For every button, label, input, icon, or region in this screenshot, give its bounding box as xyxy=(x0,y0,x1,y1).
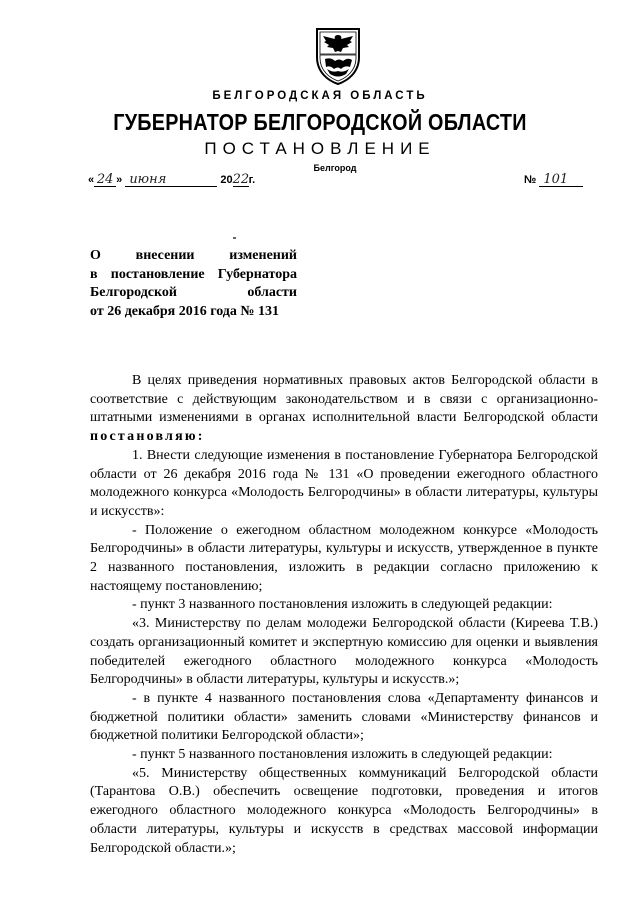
title-line: Белгородской области xyxy=(90,285,297,301)
date-year-abbr: г. xyxy=(248,174,256,186)
issuer-title: ГУБЕРНАТОР БЕЛГОРОДСКОЙ ОБЛАСТИ xyxy=(113,109,527,135)
scan-mark xyxy=(233,237,236,239)
paragraph: - пункт 3 названного постановления изложить в следующей редакции: xyxy=(132,597,553,613)
number-label: № xyxy=(524,174,537,186)
coat-of-arms-icon xyxy=(313,27,363,85)
paragraph: - Положение о ежегодном областном молодежном конкурсе «Молодость Белгородчины» в области литературы, культуры и искусств, утвержденное в пункте 2 названного постановления, изложить в редакции согласно приложению к настоящему постановлению; xyxy=(90,522,598,594)
number-line xyxy=(524,173,583,187)
document-body xyxy=(90,372,598,858)
title-line: от 26 декабря 2016 года № 131 xyxy=(90,303,279,319)
date-month: июня xyxy=(125,173,217,187)
date-line xyxy=(88,173,255,187)
title-line: в постановление Губернатора xyxy=(90,266,297,282)
paragraph: «3. Министерству по делам молодежи Белгородской области (Киреева Т.В.) создать организационный комитет и экспертную комиссию для оценки и выявления победителей ежегодного областного молодежного конкурса «Молодость Белгородчины» в области литературы, культуры и искусств.»; xyxy=(90,616,598,688)
city-name: Белгород xyxy=(313,163,357,173)
document-number: 101 xyxy=(539,173,583,187)
document-type: ПОСТАНОВЛЕНИЕ xyxy=(204,139,436,158)
date-year-prefix: 20 xyxy=(220,174,233,186)
document-title xyxy=(90,247,297,321)
date-close-quote: » xyxy=(116,174,123,186)
region-name: БЕЛГОРОДСКАЯ ОБЛАСТЬ xyxy=(212,90,428,102)
date-open-quote: « xyxy=(88,174,95,186)
paragraph: - пункт 5 названного постановления изложить в следующей редакции: xyxy=(132,747,553,763)
date-day: 24 xyxy=(94,173,116,187)
decree-keyword: постановляю: xyxy=(90,429,205,445)
date-year-suffix: 22 xyxy=(232,172,250,187)
title-line: О внесении изменений xyxy=(90,248,297,263)
paragraph-text: В целях приведения нормативных правовых актов Белгородской области в соответствие с действующим законодательством и в связи с организационно-штатными изменениями в органах исполнительной власти Белгородской области xyxy=(90,373,598,426)
paragraph: 1. Внести следующие изменения в постановление Губернатора Белгородской области от 26 декабря 2016 года № 131 «О проведении ежегодного областного молодежного конкурса «Молодость Белгородчины» в области литературы, культуры и искусств»: xyxy=(90,447,598,519)
paragraph: - в пункте 4 названного постановления слова «Департаменту финансов и бюджетной политики области» заменить словами «Министерству финансов и бюджетной политики Белгородской области»; xyxy=(90,690,598,744)
paragraph xyxy=(90,372,598,447)
paragraph: «5. Министерству общественных коммуникаций Белгородской области (Тарантова О.В.) обеспечить освещение подготовки, проведения и итогов ежегодного областного молодежного конкурса «Молодость Белгородчины» в области литературы, культуры и искусств в средствах массовой информации Белгородской области.»; xyxy=(90,765,598,856)
